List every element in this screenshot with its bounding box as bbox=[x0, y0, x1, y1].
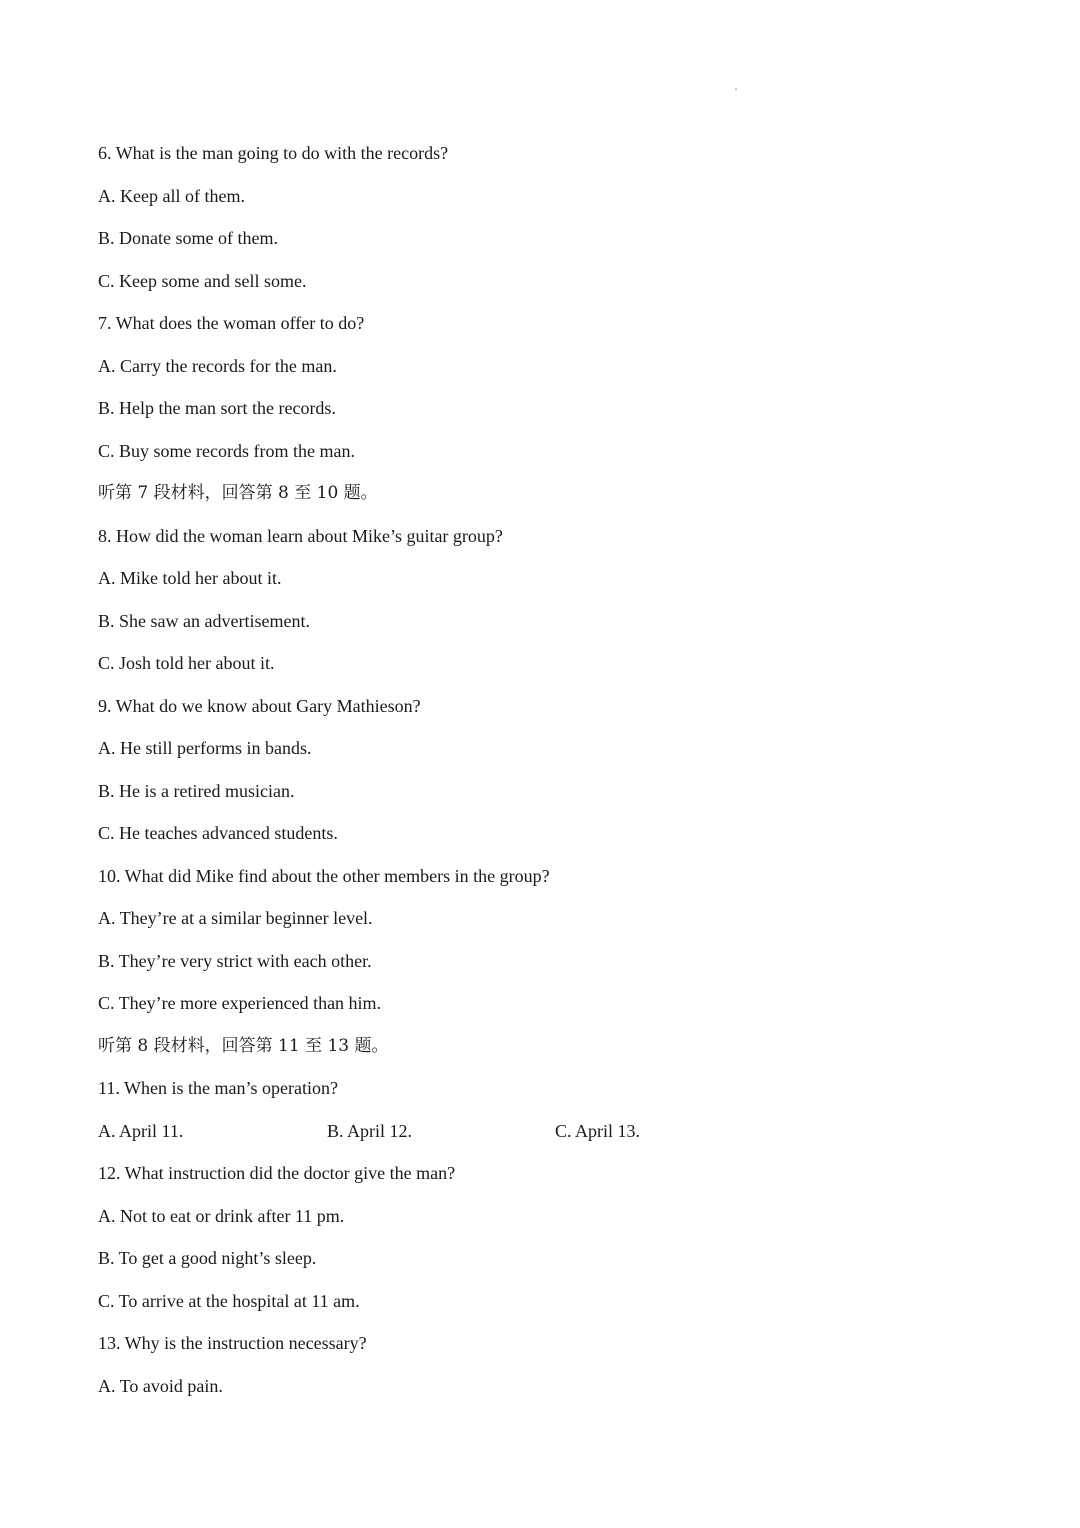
question-11: 11. When is the man’s operation? bbox=[98, 1078, 338, 1098]
speck-mark bbox=[735, 88, 737, 90]
option-13a: A. To avoid pain. bbox=[98, 1375, 223, 1396]
option-6c: C. Keep some and sell some. bbox=[98, 270, 307, 291]
option-9c: C. He teaches advanced students. bbox=[98, 823, 338, 843]
option-12b: B. To get a good night’s sleep. bbox=[98, 1248, 317, 1268]
option-7b: B. Help the man sort the records. bbox=[98, 398, 336, 418]
section-instruction-8: 听第 8 段材料，回答第 11 至 13 题。 bbox=[98, 1035, 389, 1056]
question-6: 6. What is the man going to do with the records? bbox=[98, 143, 449, 163]
option-9b: B. He is a retired musician. bbox=[98, 780, 295, 801]
question-12: 12. What instruction did the doctor give the man? bbox=[98, 1163, 456, 1183]
option-8a: A. Mike told her about it. bbox=[98, 568, 282, 588]
option-6a: A. Keep all of them. bbox=[98, 185, 245, 206]
question-13: 13. Why is the instruction necessary? bbox=[98, 1333, 367, 1353]
question-9: 9. What do we know about Gary Mathieson? bbox=[98, 695, 421, 716]
question-list bbox=[98, 139, 998, 1414]
option-10b: B. They’re very strict with each other. bbox=[98, 950, 372, 971]
option-11a: A. April 11. bbox=[98, 1120, 184, 1141]
option-8c: C. Josh told her about it. bbox=[98, 653, 275, 673]
option-7c: C. Buy some records from the man. bbox=[98, 440, 355, 461]
option-7a: A. Carry the records for the man. bbox=[98, 355, 337, 376]
option-12c: C. To arrive at the hospital at 11 am. bbox=[98, 1290, 360, 1311]
section-instruction-7: 听第 7 段材料，回答第 8 至 10 题。 bbox=[98, 483, 378, 503]
option-11c: C. April 13. bbox=[555, 1120, 641, 1141]
option-10c: C. They’re more experienced than him. bbox=[98, 993, 382, 1013]
option-9a: A. He still performs in bands. bbox=[98, 738, 312, 758]
option-11b: B. April 12. bbox=[327, 1120, 413, 1141]
question-8: 8. How did the woman learn about Mike’s guitar group? bbox=[98, 525, 503, 546]
option-6b: B. Donate some of them. bbox=[98, 228, 278, 248]
option-10a: A. They’re at a similar beginner level. bbox=[98, 908, 373, 928]
options-row-11 bbox=[98, 1117, 998, 1160]
option-8b: B. She saw an advertisement. bbox=[98, 610, 310, 631]
question-10: 10. What did Mike find about the other members in the group? bbox=[98, 865, 550, 886]
question-7: 7. What does the woman offer to do? bbox=[98, 313, 365, 333]
option-12a: A. Not to eat or drink after 11 pm. bbox=[98, 1205, 345, 1226]
